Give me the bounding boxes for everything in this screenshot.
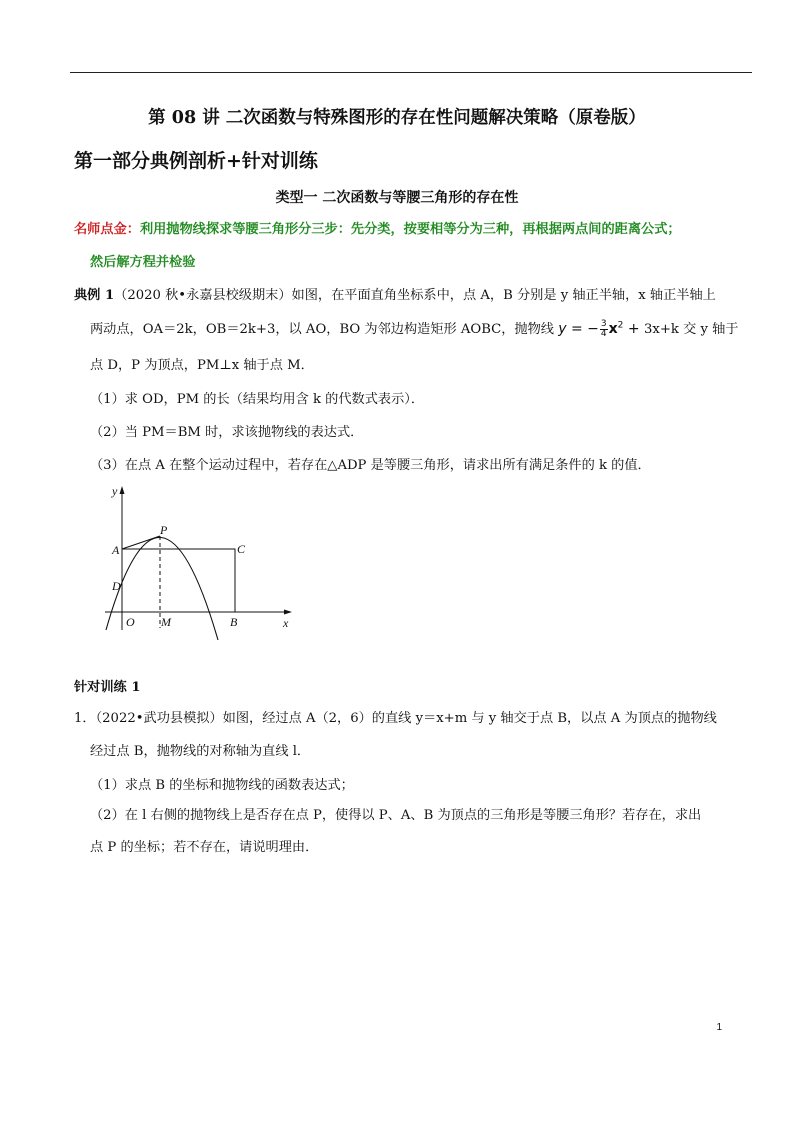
example-1-text-2a: 两动点，OA＝2k，OB＝2k+3，以 AO，BO 为邻边构造矩形 AOBC，抛物线 (90, 322, 554, 337)
question-2: （2）当 PM＝BM 时，求该抛物线的表达式． (90, 425, 364, 440)
label-o: O (126, 615, 135, 629)
label-m: M (161, 615, 171, 629)
example-1-line-1 (74, 284, 716, 303)
y-axis-arrow (120, 486, 125, 494)
label-c: C (237, 542, 246, 556)
training-question-2-line-1: （2）在 l 右侧的抛物线上是否存在点 P，使得以 P、A、B 为顶点的三角形是等腰三角形？若存在，求出 (90, 808, 702, 823)
label-p: P (160, 523, 168, 537)
fraction: $\frac{3}{4}$ (600, 318, 607, 339)
coordinate-figure (100, 480, 300, 640)
training-line-2: 经过点 B，抛物线的对称轴为直线 l． (90, 744, 311, 759)
part-heading: 第一部分典例剖析+针对训练 (74, 150, 318, 172)
tip-label: 名师点金： (74, 222, 140, 237)
example-1-line-2 (90, 318, 738, 339)
parabola-formula: y = − $\frac{3}{4}$ $x^2$ + (558, 318, 645, 339)
training-line-1: 1．（2022•武功县模拟）如图，经过点 A（2，6）的直线 y＝x+m 与 y 轴交于点 B，以点 A 为顶点的抛物线 (74, 711, 717, 726)
label-b: B (230, 615, 238, 629)
section-title: 类型一 二次函数与等腰三角形的存在性 (275, 190, 519, 206)
page-title: 第 08 讲 二次函数与特殊图形的存在性问题解决策略（原卷版） (148, 108, 646, 128)
page-number: 1 (716, 1022, 722, 1033)
tip-line-1 (74, 218, 681, 237)
rectangle-aocb (122, 549, 235, 612)
example-1-text-1: （2020 秋•永嘉县校级期末）如图，在平面直角坐标系中，点 A，B 分别是 y 轴正半轴，x 轴正半轴上 (114, 288, 716, 303)
example-1-label: 典例 1 (74, 288, 115, 303)
example-1-line-3: 点 D，P 为顶点，PM⊥x 轴于点 M． (90, 358, 314, 373)
training-heading: 针对训练 1 (74, 680, 141, 695)
label-d: D (112, 579, 121, 593)
label-y: y (112, 484, 118, 498)
header-rule (70, 72, 752, 73)
x-axis-arrow (284, 610, 292, 615)
label-x: x (283, 616, 289, 630)
tip-line-2: 然后解方程并检验 (90, 255, 196, 270)
tip-text-1: 利用抛物线探求等腰三角形分三步：先分类，按要相等分为三种，再根据两点间的距离公式； (139, 222, 681, 237)
example-1-text-2b: 3x+k 交 y 轴于 (644, 322, 739, 337)
training-question-1: （1）求点 B 的坐标和抛物线的函数表达式； (90, 778, 354, 793)
question-1: （1）求 OD，PM 的长（结果均用含 k 的代数式表示）． (90, 392, 425, 407)
training-question-2-line-2: 点 P 的坐标；若不存在，请说明理由． (90, 840, 319, 855)
label-a: A (112, 543, 120, 557)
question-3: （3）在点 A 在整个运动过程中，若存在△ADP 是等腰三角形，请求出所有满足条件的 k 的值． (90, 458, 651, 473)
